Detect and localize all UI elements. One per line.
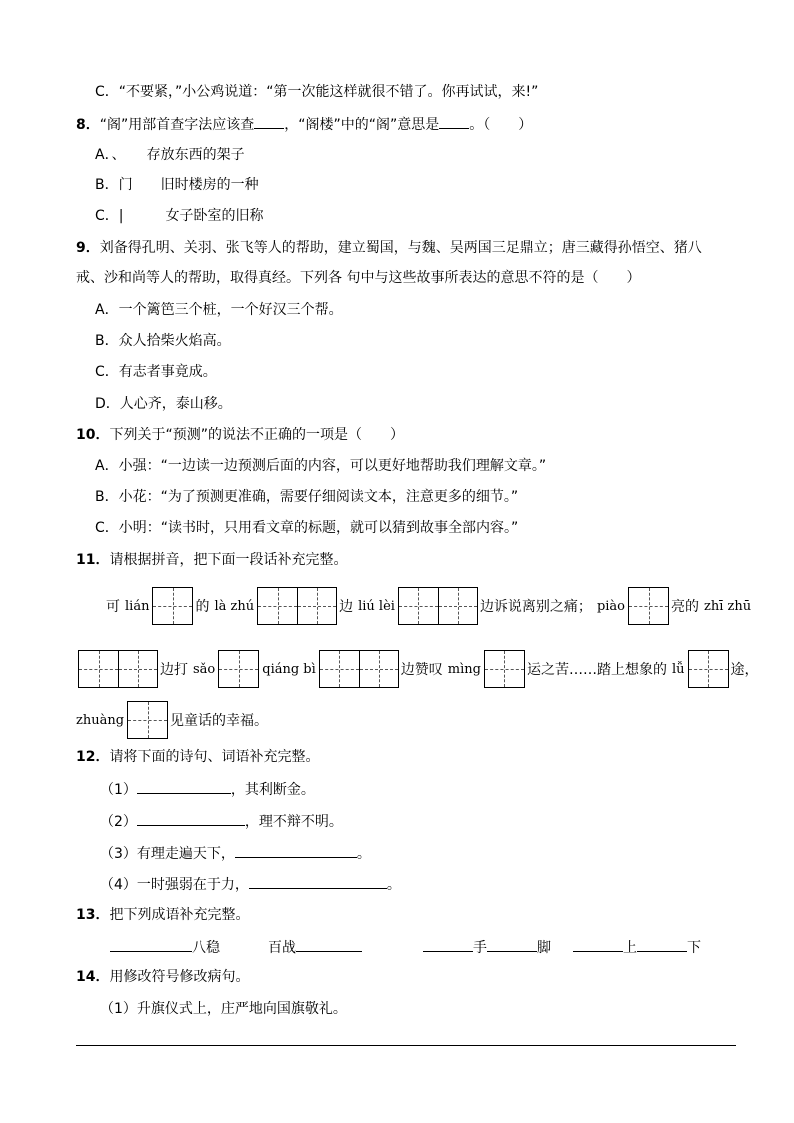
q9-option-a[interactable]: A．一个篱笆三个桩，一个好汉三个帮。 (95, 302, 343, 318)
answer-blank[interactable] (423, 936, 473, 952)
writing-grid[interactable] (398, 587, 478, 625)
question-8-stem: 8．“阁”用部首查字法应该查 ，“阁楼”中的“阁”意思是 。（ ） (76, 113, 532, 133)
answer-blank[interactable] (487, 936, 537, 952)
question-number: 12． (76, 749, 110, 765)
q10-option-a[interactable]: A．小强：“一边读一边预测后面的内容，可以更好地帮助我们理解文章。” (95, 458, 547, 474)
answer-blank[interactable] (235, 842, 357, 858)
q10-option-c[interactable]: C．小明：“读书时，只用看文章的标题，就可以猜到故事全部内容。” (95, 520, 519, 536)
page-footer-divider (76, 1045, 736, 1046)
writing-grid[interactable] (688, 650, 729, 688)
q10-option-b[interactable]: B．小花：“为了预测更准确，需要仔细阅读文本，注意更多的细节。” (95, 489, 519, 505)
pinyin-row-2: 边打 sǎo qiáng bì 边赞叹 mìng 运之苦……踏上想象的 lǚ 途， (78, 649, 761, 689)
answer-blank[interactable] (573, 936, 623, 952)
question-number: 13． (76, 907, 110, 923)
q9-option-c[interactable]: C．有志者事竟成。 (95, 364, 217, 380)
q9-option-d[interactable]: D．人心齐，泰山移。 (95, 396, 232, 412)
idiom-1: 八稳 (110, 936, 220, 956)
writing-grid[interactable] (257, 587, 337, 625)
question-14-stem: 14．用修改符号修改病句。 (76, 969, 250, 985)
question-number: 14． (76, 969, 110, 985)
question-11-stem: 11．请根据拼音，把下面一段话补充完整。 (76, 552, 348, 568)
writing-grid[interactable] (152, 587, 193, 625)
q9-option-b[interactable]: B．众人拾柴火焰高。 (95, 333, 231, 349)
answer-blank[interactable] (249, 873, 387, 889)
answer-blank[interactable] (296, 936, 362, 952)
writing-grid[interactable] (628, 587, 669, 625)
idiom-2: 百战 (268, 936, 362, 956)
question-number: 10． (76, 427, 110, 443)
q8-option-b[interactable]: B．门 旧时楼房的一种 (95, 177, 259, 193)
question-number: 11． (76, 552, 110, 568)
writing-grid[interactable] (319, 650, 399, 688)
answer-blank[interactable] (110, 936, 192, 952)
question-13-stem: 13．把下列成语补充完整。 (76, 907, 250, 923)
idiom-3: 手 脚 (423, 936, 551, 956)
q12-item-2: （2） ，理不辩不明。 (100, 810, 343, 830)
writing-grid[interactable] (218, 650, 259, 688)
pinyin-row-3: zhuàng 见童话的幸福。 (76, 700, 270, 740)
answer-blank[interactable] (137, 778, 231, 794)
writing-grid[interactable] (484, 650, 525, 688)
question-9-stem-line2: 戒、沙和尚等人的帮助，取得真经。下列各 句中与这些故事所表达的意思不符的是（ ） (76, 270, 641, 286)
q12-item-4: （4）一时强弱在于力， 。 (100, 873, 401, 893)
q8-option-a[interactable]: A．、 存放东西的架子 (95, 147, 245, 163)
idiom-4: 上 下 (573, 936, 701, 956)
q8-option-c[interactable]: C．| 女子卧室的旧称 (95, 208, 264, 224)
answer-blank[interactable] (637, 936, 687, 952)
q12-item-1: （1） ，其利断金。 (100, 778, 315, 798)
question-number: 8． (76, 117, 100, 133)
answer-blank[interactable] (137, 810, 245, 826)
q14-item-1: （1）升旗仪式上，庄严地向国旗敬礼。 (100, 1001, 347, 1017)
question-12-stem: 12．请将下面的诗句、词语补充完整。 (76, 749, 320, 765)
writing-grid[interactable] (78, 650, 158, 688)
question-9-stem: 9．刘备得孔明、关羽、张飞等人的帮助，建立蜀国，与魏、吴两国三足鼎立；唐三藏得孙悟空、猪八 (76, 240, 702, 256)
answer-blank[interactable] (439, 113, 469, 129)
pinyin-row-1: 可 lián 的 là zhú 边 liú lèi 边诉说离别之痛； piào 亮的 zhī zhū (104, 586, 754, 626)
question-number: 9． (76, 240, 100, 256)
writing-grid[interactable] (127, 701, 168, 739)
question-10-stem: 10．下列关于“预测”的说法不正确的一项是（ ） (76, 427, 404, 443)
q12-item-3: （3）有理走遍天下， 。 (100, 842, 371, 862)
answer-blank[interactable] (254, 113, 284, 129)
q7-option-c: C．“不要紧，”小公鸡说道：“第一次能这样就很不错了。你再试试，来!” (95, 84, 539, 100)
